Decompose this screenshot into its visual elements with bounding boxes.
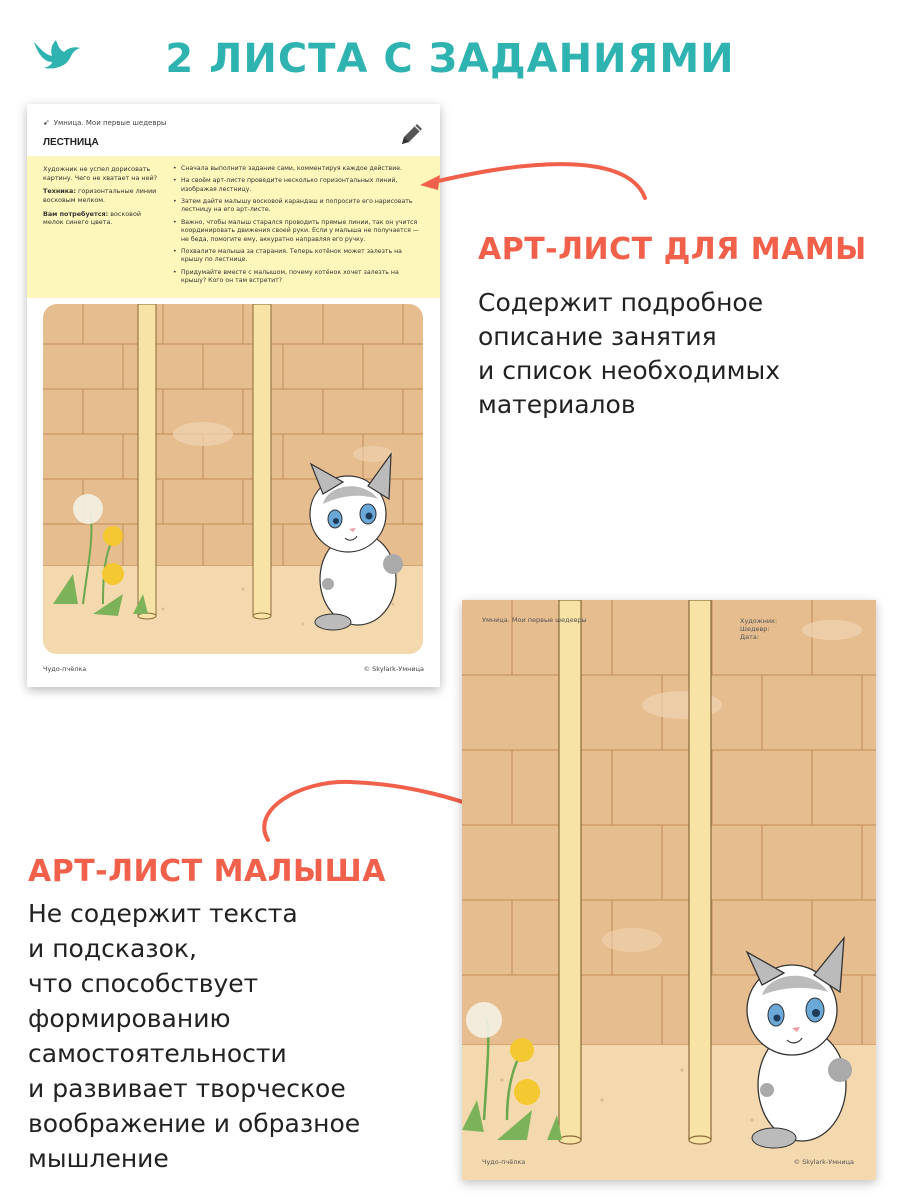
description-line: самостоятельности	[28, 1039, 287, 1068]
technique-text	[43, 187, 163, 204]
description-line: что способствует	[28, 969, 259, 998]
child-art-sheet	[462, 600, 876, 1180]
description-line: и подсказок,	[28, 934, 197, 963]
mom-sheet-label: АРТ-ЛИСТ ДЛЯ МАМЫ	[478, 232, 867, 267]
kitten-wall-illustration	[43, 304, 423, 654]
step-item: • Важно, чтобы малыш старался проводить прямые линии, так он учится координировать движения своей руки. Если у малыша не получается — не беда, помогите ему, аккуратно направляя его ручку.	[173, 219, 425, 244]
footer-copyright: © Skylark-Умница	[793, 1158, 854, 1166]
date-field-label: Дата:	[740, 633, 760, 642]
sheet-header: Умница. Мои первые шедевры	[482, 616, 587, 624]
needs-text	[43, 210, 163, 227]
mom-art-sheet	[27, 104, 440, 687]
needs-label: Вам потребуется:	[43, 209, 109, 218]
sheet-header-text: Умница. Мои первые шедевры	[53, 119, 167, 127]
step-item: • Затем дайте малышу восковой карандаш и попросите его нарисовать лестницу на его арт-листе.	[173, 198, 425, 215]
steps-list	[173, 165, 425, 289]
description-line: описание занятия	[478, 322, 717, 351]
footer-copyright: © Skylark-Умница	[363, 665, 424, 673]
step-item: • Похвалите малыша за старания. Теперь котёнок может залезть на крышу по лестнице.	[173, 248, 425, 265]
artwork-field-label: Шедевр:	[740, 625, 770, 634]
mom-sheet-description	[478, 286, 878, 422]
step-item: • На своём арт-листе проведите несколько горизонтальных линий, изображая лестницу.	[173, 177, 425, 194]
arrow-icon	[410, 150, 660, 210]
description-line: формированию	[28, 1004, 231, 1033]
kitten-wall-illustration	[462, 600, 876, 1180]
footer-brand: Чудо-пчёлка	[43, 665, 87, 673]
sheet-header	[43, 118, 166, 127]
description-line: Не содержит текста	[28, 899, 298, 928]
bird-icon: ➹	[43, 118, 50, 127]
instructions-box	[27, 156, 440, 298]
child-sheet-description	[28, 896, 428, 1176]
main-title: 2 ЛИСТА С ЗАДАНИЯМИ	[165, 36, 735, 82]
artist-field-label: Художник:	[740, 617, 778, 625]
description-line: и список необходимых	[478, 356, 781, 385]
pencil-icon	[398, 120, 426, 148]
technique-value: горизонтальные линии восковым мелком.	[43, 187, 157, 204]
instructions-summary	[43, 165, 163, 232]
footer-brand: Чудо-пчёлка	[482, 1158, 526, 1166]
description-line: и развивает творческое	[28, 1074, 346, 1103]
description-line: материалов	[478, 390, 636, 419]
description-line: воображение и образное	[28, 1109, 361, 1138]
step-item: • Сначала выполните задание сами, комментируя каждое действие.	[173, 165, 425, 173]
description-line: мышление	[28, 1144, 169, 1173]
step-item: • Придумайте вместе с малышом, почему котёнок хочет залезть на крышу? Кого он там встретит?	[173, 269, 425, 286]
child-sheet-label: АРТ-ЛИСТ МАЛЫША	[28, 854, 386, 889]
description-line: Содержит подробное	[478, 288, 764, 317]
needs-value: восковой мелок синего цвета.	[43, 209, 142, 227]
artist-fields	[740, 617, 777, 641]
intro-text: Художник не успел дорисовать картину. Чего не хватает на ней?	[43, 165, 158, 182]
sheet-title: ЛЕСТНИЦА	[43, 137, 99, 148]
technique-label: Техника:	[43, 187, 76, 196]
